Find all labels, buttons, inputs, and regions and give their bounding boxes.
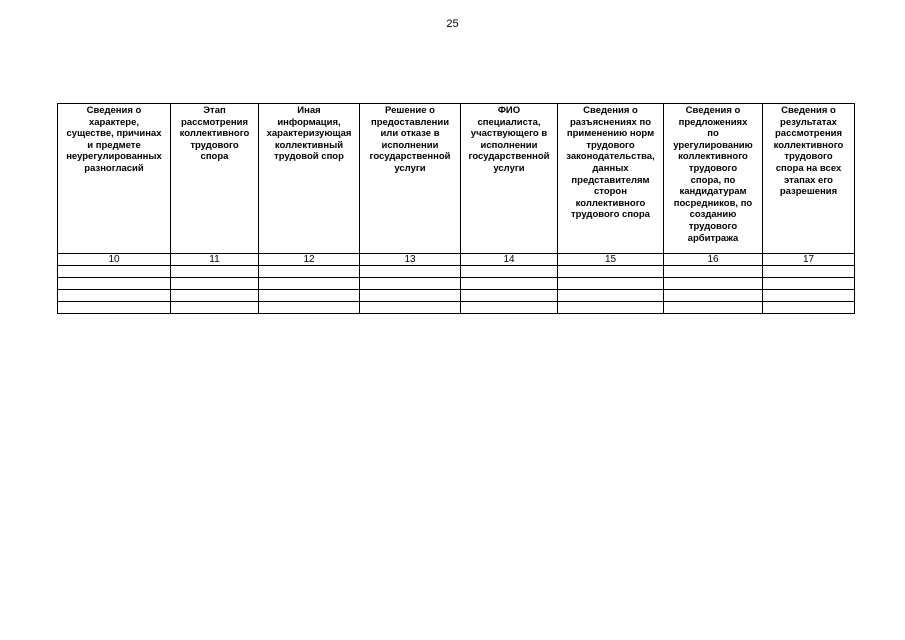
table-cell [763, 278, 855, 290]
column-header-line: предоставлении [370, 116, 450, 128]
column-header-line: предложениях [678, 116, 748, 128]
column-header-line: характеризующая [266, 128, 352, 140]
column-number-cell: 14 [461, 254, 558, 266]
column-header-line: и предмете [87, 139, 141, 151]
column-header-line: данных [592, 162, 629, 174]
table-cell [558, 266, 664, 278]
register-table-container [57, 103, 854, 314]
column-header-line: коллективного [575, 197, 646, 209]
column-header-line: Сведения о [685, 105, 741, 116]
column-header-line: или отказе в [380, 128, 440, 140]
column-header-line: неурегулированных [66, 151, 162, 163]
table-cell [171, 290, 259, 302]
column-number-cell: 10 [58, 254, 171, 266]
column-header-line: трудовой спор [274, 151, 344, 163]
column-header-line: по [707, 128, 719, 140]
header-cell-col-16 [664, 104, 763, 254]
column-header-line: рассмотрения [775, 128, 842, 140]
column-header-line: разъяснениях по [569, 116, 652, 128]
column-header-line: коллективного [678, 151, 748, 163]
column-header-line: применению норм [566, 128, 655, 140]
table-row [58, 266, 855, 278]
header-cell-col-17 [763, 104, 855, 254]
column-header-line: трудового [586, 139, 635, 151]
column-header-line: Сведения о [583, 105, 638, 116]
column-header-line: рассмотрения [181, 116, 248, 128]
table-cell [461, 302, 558, 314]
column-number-cell: 15 [558, 254, 664, 266]
table-row [58, 290, 855, 302]
table-cell [664, 290, 763, 302]
column-header-line: коллективного [773, 139, 844, 151]
column-header-line: трудового [784, 151, 833, 163]
column-header-line: коллективный [274, 139, 344, 151]
column-header-line: Иная [297, 105, 321, 116]
table-cell [360, 278, 461, 290]
column-header-line: трудового спора [571, 209, 650, 221]
table-cell [558, 302, 664, 314]
column-header-line: участвующего в [470, 128, 548, 140]
column-header-line: сторон [594, 186, 627, 198]
column-header-line: спора на всех [775, 162, 842, 174]
table-cell [461, 266, 558, 278]
column-header-line: результатах [780, 116, 837, 128]
column-header-line: спора [200, 151, 229, 163]
table-cell [259, 302, 360, 314]
column-header-line: Этап [203, 105, 226, 116]
column-header-line: созданию [689, 209, 737, 221]
column-number-row [58, 254, 855, 266]
table-cell [558, 278, 664, 290]
column-header-line: ФИО [497, 105, 521, 116]
column-header-line: представителям [571, 174, 650, 186]
table-cell [763, 290, 855, 302]
table-cell [171, 278, 259, 290]
column-header-line: исполнении [381, 139, 439, 151]
column-header-line: услуги [493, 162, 525, 174]
header-cell-col-11 [171, 104, 259, 254]
column-header-line: специалиста, [477, 116, 541, 128]
column-number-cell: 16 [664, 254, 763, 266]
table-cell [360, 266, 461, 278]
header-cell-col-14 [461, 104, 558, 254]
column-header-line: урегулированию [673, 139, 753, 151]
column-number-cell: 11 [171, 254, 259, 266]
column-header-line: арбитража [687, 232, 739, 244]
column-header-line: Решение о [385, 105, 435, 116]
header-cell-col-13 [360, 104, 461, 254]
table-cell [558, 290, 664, 302]
table-cell [763, 266, 855, 278]
table-cell [664, 278, 763, 290]
column-header-line: исполнении [480, 139, 538, 151]
column-header-line: характере, [88, 116, 140, 128]
table-cell [171, 266, 259, 278]
table-cell [763, 302, 855, 314]
column-header-line: кандидатурам [679, 186, 747, 198]
header-cell-col-10 [58, 104, 171, 254]
column-number-cell: 12 [259, 254, 360, 266]
column-header-line: разрешения [779, 186, 838, 198]
table-row [58, 278, 855, 290]
column-number-cell: 13 [360, 254, 461, 266]
table-cell [259, 278, 360, 290]
column-header-line: разногласий [84, 162, 144, 174]
table-cell [259, 290, 360, 302]
table-cell [360, 302, 461, 314]
column-number-cell: 17 [763, 254, 855, 266]
column-header-line: услуги [394, 162, 426, 174]
table-cell [58, 290, 171, 302]
table-cell [58, 266, 171, 278]
table-cell [664, 302, 763, 314]
column-header-line: трудового [688, 162, 738, 174]
column-header-line: трудового [190, 139, 239, 151]
column-header-line: информация, [277, 116, 341, 128]
column-header-line: коллективного [179, 128, 250, 140]
column-header-line: посредников, по [673, 197, 753, 209]
header-row [58, 104, 855, 254]
register-table [57, 103, 855, 314]
table-cell [360, 290, 461, 302]
column-header-line: этапах его [784, 174, 833, 186]
column-header-line: существе, причинах [66, 128, 162, 140]
table-cell [58, 278, 171, 290]
table-cell [58, 302, 171, 314]
table-row [58, 302, 855, 314]
table-cell [461, 290, 558, 302]
column-header-line: Сведения о [781, 105, 836, 116]
column-header-line: трудового [688, 220, 738, 232]
table-cell [461, 278, 558, 290]
table-cell [664, 266, 763, 278]
table-cell [259, 266, 360, 278]
column-header-line: спора, по [690, 174, 736, 186]
header-cell-col-12 [259, 104, 360, 254]
column-header-line: законодательства, [566, 151, 655, 163]
table-cell [171, 302, 259, 314]
page-number: 25 [446, 18, 459, 30]
column-header-line: Сведения о [86, 105, 142, 116]
column-header-line: государственной [369, 151, 451, 163]
column-header-line: государственной [468, 151, 550, 163]
header-cell-col-15 [558, 104, 664, 254]
